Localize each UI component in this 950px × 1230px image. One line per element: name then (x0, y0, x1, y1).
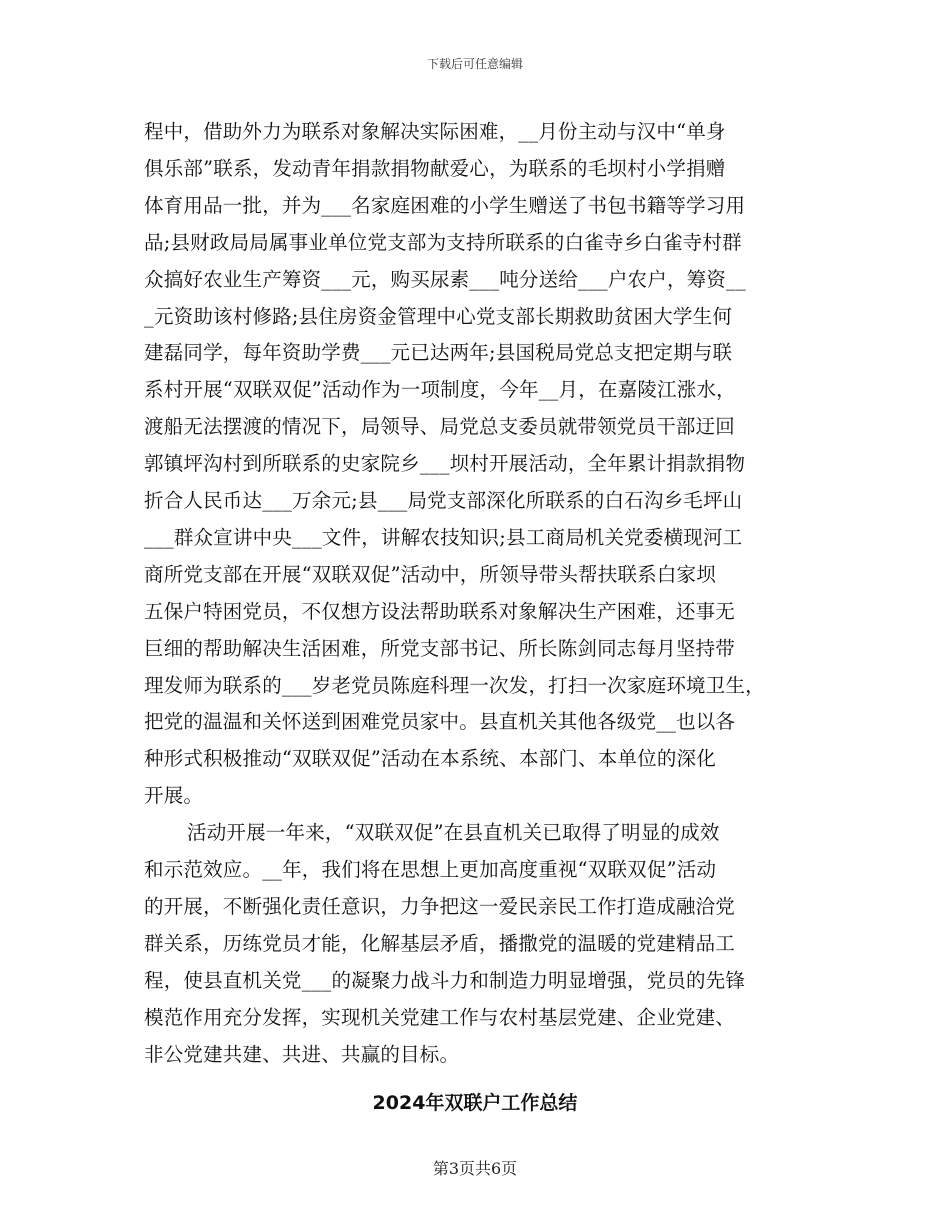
text-line: 非公党建共建、共进、共赢的目标。 (144, 1042, 460, 1066)
text-line: 把党的温温和关怀送到困难党员家中。县直机关其他各级党__也以各 (144, 710, 736, 734)
text-line: 俱乐部”联系，发动青年捐款捐物献爱心，为联系的毛坝村小学捐赠 (144, 156, 726, 180)
text-line: 活动开展一年来，“双联双促”在县直机关已取得了明显的成效 (187, 821, 720, 845)
text-line: 折合人民币达___万余元;县___局党支部深化所联系的白石沟乡毛坪山 (144, 489, 743, 512)
text-line: 五保户特困党员，不仅想方设法帮助联系对象解决生产困难，还事无 (144, 599, 736, 623)
text-line: _元资助该村修路;县住房资金管理中心党支部长期救助贫困大学生何 (144, 304, 733, 328)
text-line: 商所党支部在开展“双联双促”活动中，所领导带头帮扶联系白家坝 (144, 562, 716, 586)
text-line: 开展。 (144, 784, 204, 808)
text-line: 巨细的帮助解决生活困难，所党支部书记、所长陈剑同志每月坚持带 (144, 636, 736, 660)
page-footer: 第3页共6页 (432, 1159, 518, 1178)
text-line: 郭镇坪沟村到所联系的史家院乡___坝村开展活动，全年累计捐款捐物 (144, 452, 746, 476)
text-line: 程中，借助外力为联系对象解决实际困难，__月份主动与汉中“单身 (144, 120, 726, 143)
section-title: 2024年双联户工作总结 (372, 1092, 578, 1114)
text-line: 系村开展“双联双促”活动作为一项制度，今年__月，在嘉陵江涨水， (144, 378, 736, 402)
text-line: 的开展，不断强化责任意识，力争把这一爱民亲民工作打造成融洽党 (144, 894, 736, 918)
text-line: ___群众宣讲中央___文件，讲解农技知识;县工商局机关党委横现河工 (144, 525, 743, 549)
text-line: 体育用品一批，并为___名家庭困难的小学生赠送了书包书籍等学习用 (144, 193, 746, 217)
text-line: 渡船无法摆渡的情况下，局领导、局党总支委员就带领党员干部迂回 (144, 415, 736, 439)
text-line: 理发师为联系的___岁老党员陈庭科理一次发，打扫一次家庭环境卫生， (144, 673, 765, 697)
page-header: 下载后可任意编辑 (426, 57, 523, 71)
text-line: 程，使县直机关党___的凝聚力战斗力和制造力明显增强，党员的先锋 (144, 968, 746, 992)
text-line: 种形式积极推动“双联双促”活动在本系统、本部门、本单位的深化 (144, 747, 716, 771)
text-line: 建磊同学，每年资助学费___元已达两年;县国税局党总支把定期与联 (144, 341, 733, 365)
text-line: 众搞好农业生产筹资___元，购买尿素___吨分送给___户农户，筹资__ (144, 267, 746, 291)
text-line: 和示范效应。__年，我们将在思想上更加高度重视“双联双促”活动 (144, 858, 717, 881)
text-line: 品;县财政局局属事业单位党支部为支持所联系的白雀寺乡白雀寺村群 (144, 230, 742, 254)
text-line: 群关系，历练党员才能，化解基层矛盾，播撒党的温暖的党建精品工 (144, 931, 736, 955)
text-line: 模范作用充分发挥，实现机关党建工作与农村基层党建、企业党建、 (144, 1005, 736, 1029)
